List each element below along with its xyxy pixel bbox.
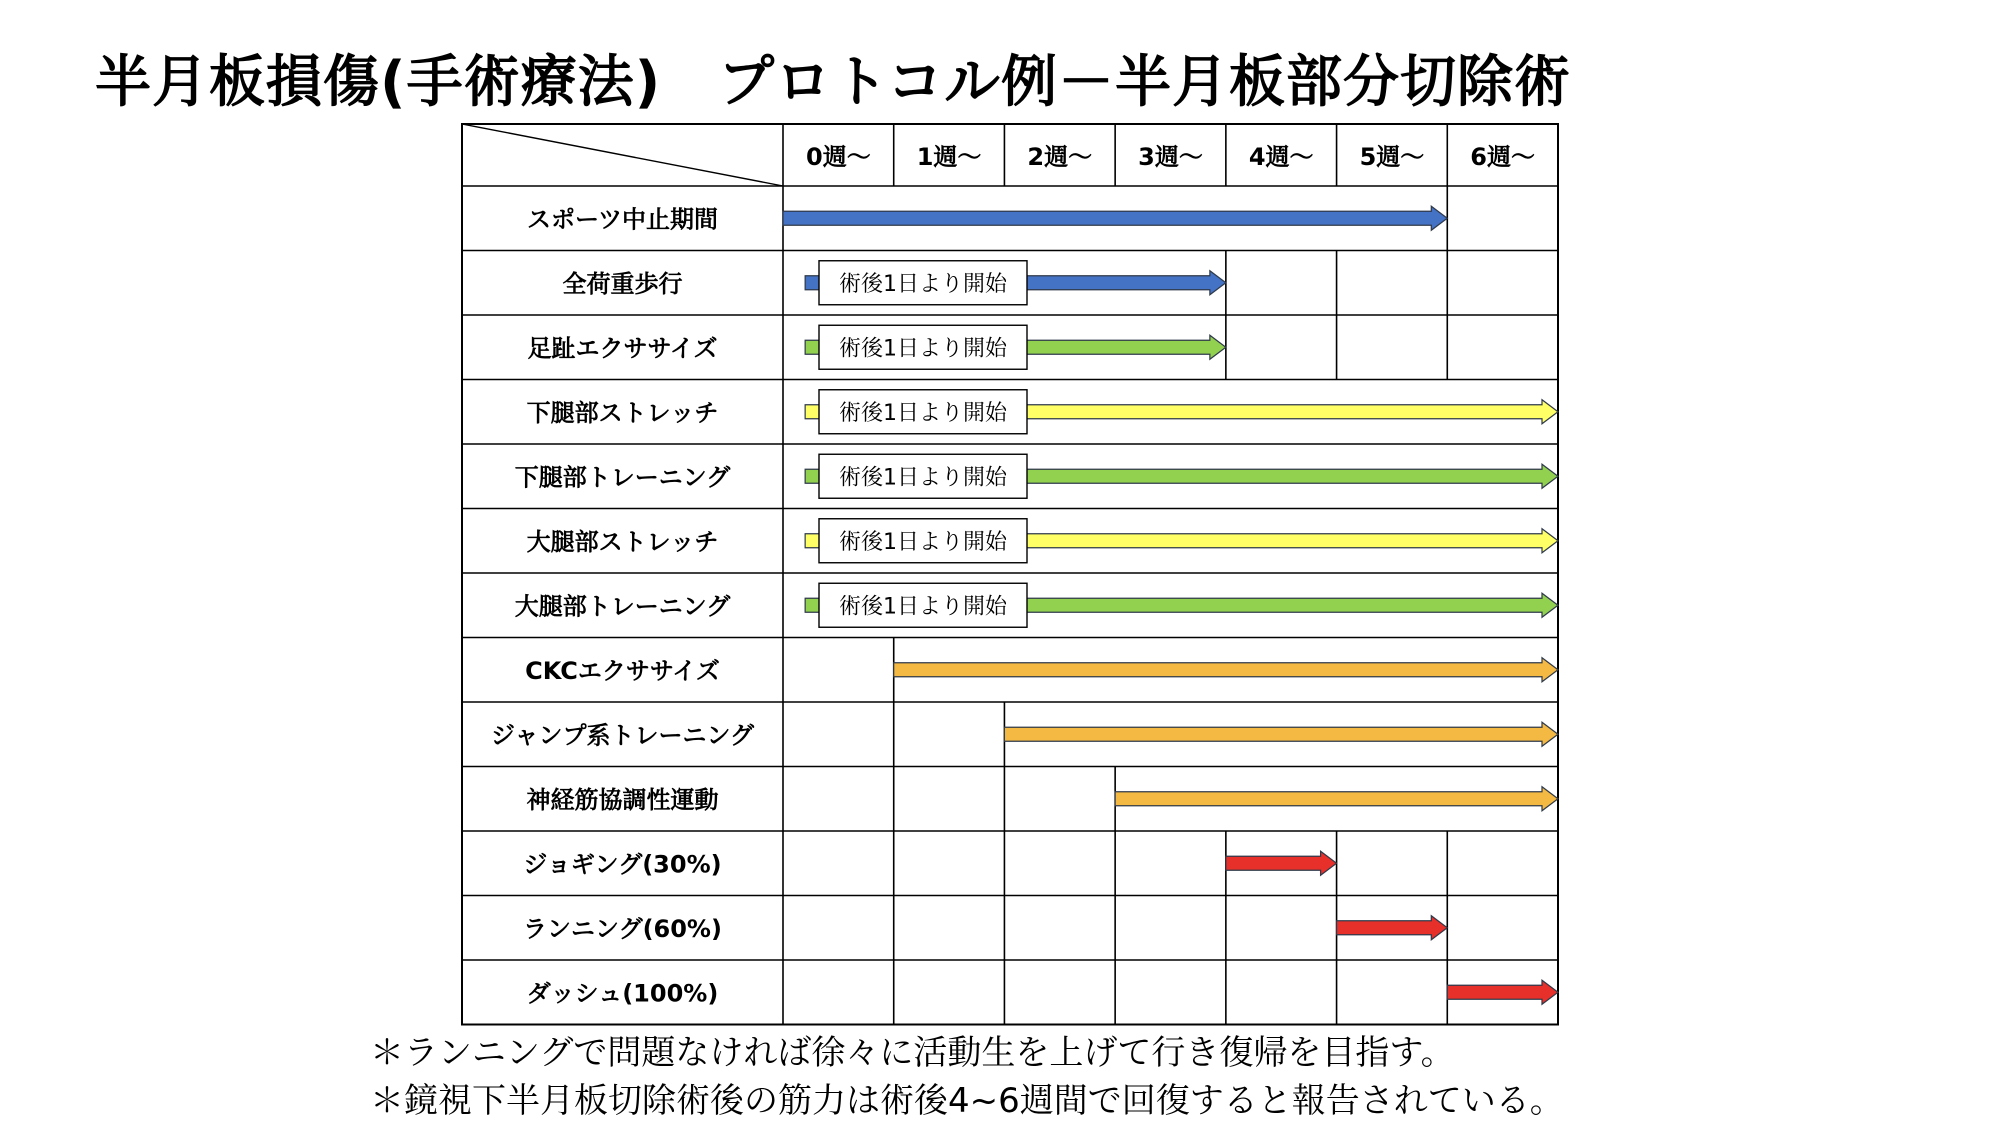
week-header: 0週〜: [806, 143, 871, 171]
timeline-bars: [783, 206, 1558, 1004]
week-header: 4週〜: [1248, 143, 1314, 171]
start-note-label: 術後1日より開始: [839, 336, 1007, 362]
row-label: 大腿部ストレッチ: [526, 527, 719, 556]
row-label: ジャンプ系トレーニング: [490, 721, 755, 750]
row-label: スポーツ中止期間: [526, 205, 719, 234]
bar-arrow: [894, 658, 1558, 682]
week-header: 2週〜: [1027, 143, 1093, 171]
footnote-2: ＊鏡視下半月板切除術後の筋力は術後4~6週間で回復すると報告されている。: [370, 1081, 1564, 1121]
start-note-label: 術後1日より開始: [839, 465, 1007, 491]
row-label: ジョギング(30%): [523, 850, 722, 879]
row-label: 大腿部トレーニング: [514, 592, 731, 621]
row-label: 下腿部ストレッチ: [526, 398, 719, 427]
row-label: 全荷重歩行: [562, 269, 683, 298]
table-grid: [462, 124, 1558, 1025]
row-label: ダッシュ(100%): [526, 979, 719, 1008]
footnote-1: ＊ランニングで問題なければ徐々に活動生を上げて行き復帰を目指す。: [370, 1033, 1455, 1073]
bar-arrow: [783, 206, 1447, 230]
bar-arrow: [1004, 722, 1558, 746]
header-diagonal: [462, 124, 783, 186]
row-label: 足趾エクササイズ: [527, 334, 718, 363]
row-label: CKCエクササイズ: [525, 656, 720, 685]
start-note-label: 術後1日より開始: [839, 400, 1007, 426]
row-label: ランニング(60%): [523, 914, 722, 943]
bar-arrow: [1337, 916, 1448, 940]
week-header: 1週〜: [916, 143, 982, 171]
bar-arrow: [1226, 851, 1337, 875]
start-note-label: 術後1日より開始: [839, 594, 1007, 620]
bar-arrow: [1447, 980, 1558, 1004]
week-header: 5週〜: [1359, 143, 1425, 171]
start-note-label: 術後1日より開始: [839, 271, 1007, 297]
page-title: 半月板損傷(手術療法) プロトコル例－半月板部分切除術: [95, 50, 1571, 115]
table-border: [462, 124, 1558, 1025]
start-note-label: 術後1日より開始: [839, 529, 1007, 555]
week-header: 3週〜: [1138, 143, 1203, 171]
row-label: 神経筋協調性運動: [526, 785, 719, 814]
week-header: 6週〜: [1470, 143, 1535, 171]
bar-arrow: [1115, 787, 1558, 811]
row-label: 下腿部トレーニング: [514, 463, 731, 492]
